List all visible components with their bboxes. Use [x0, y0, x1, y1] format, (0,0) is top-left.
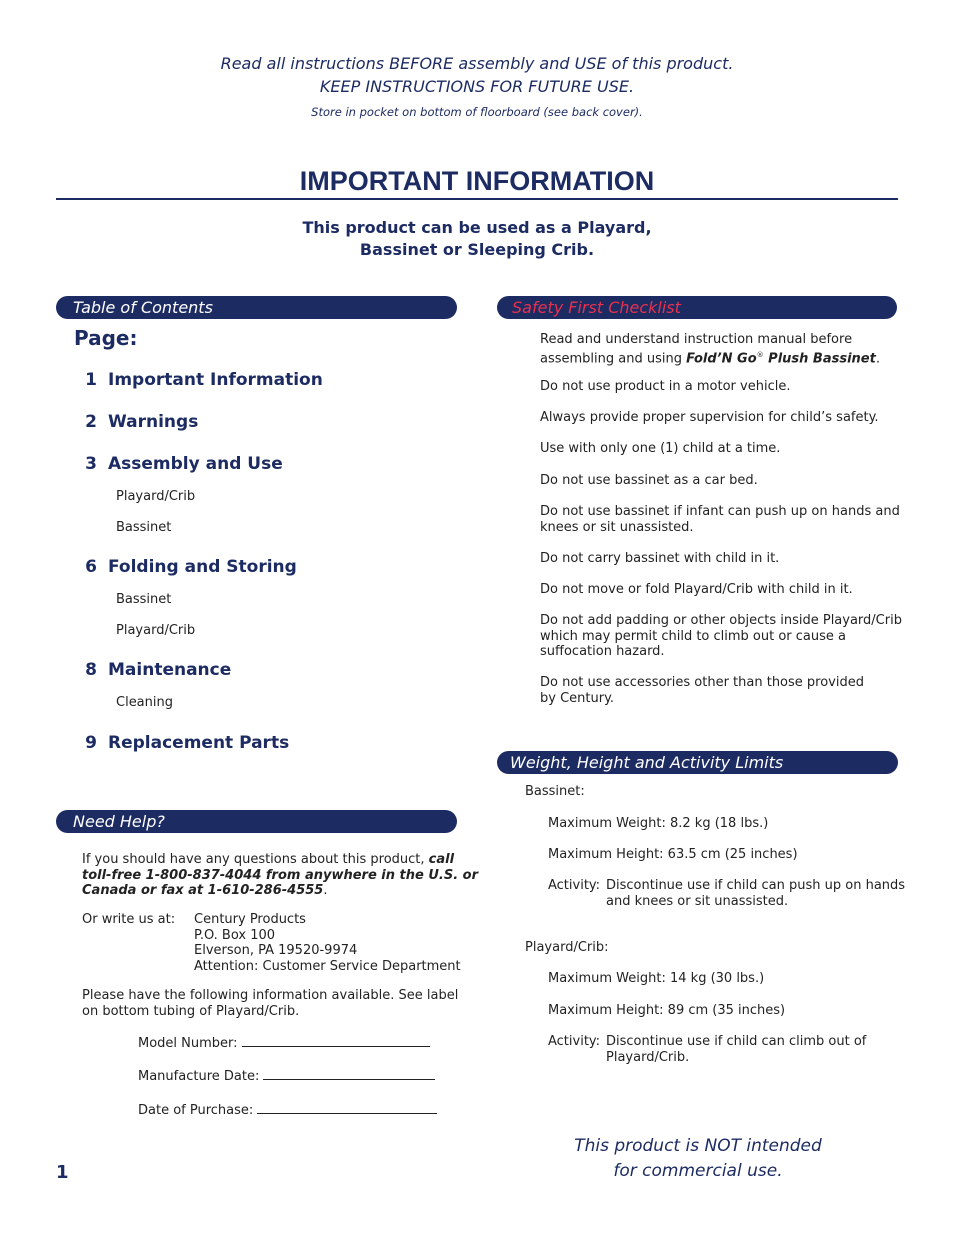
toc-subitem[interactable]: Bassinet [116, 592, 172, 607]
toc-item-label: Assembly and Use [108, 454, 283, 474]
safety-item-line: Do not use accessories other than those provided [540, 675, 864, 690]
bassinet-activity-text [606, 878, 905, 909]
safety-heading-bar [497, 296, 897, 319]
safety-item-line: knees or sit unassisted. [540, 519, 694, 535]
registered-mark: ® [756, 350, 764, 359]
page-title: IMPORTANT INFORMATION [299, 166, 655, 196]
purchase-date-label: Date of Purchase: [138, 1103, 254, 1118]
closing-note [498, 1134, 898, 1184]
toc-item-number: 9 [85, 733, 97, 753]
help-address [194, 912, 461, 974]
playard-max-weight: Maximum Weight: 14 kg (30 lbs.) [548, 971, 765, 986]
safety-item-line: suffocation hazard. [540, 644, 665, 659]
toc-item-label: Important Information [108, 370, 323, 390]
product-name: Fold’N Go [686, 350, 757, 366]
page-number: 1 [56, 1162, 69, 1183]
activity-line: and knees or sit unassisted. [606, 893, 789, 909]
activity-line: Playard/Crib. [606, 1049, 690, 1065]
bassinet-max-height: Maximum Height: 63.5 cm (25 inches) [548, 847, 798, 862]
playard-activity-text [606, 1034, 866, 1065]
safety-item-line: Do not use bassinet if infant can push up on hands and [540, 504, 900, 519]
closing-line2: for commercial use. [613, 1161, 783, 1181]
safety-item [540, 504, 900, 535]
purchase-date-field[interactable] [138, 1102, 437, 1119]
manufacture-date-field[interactable] [138, 1068, 435, 1085]
safety-item: Do not move or fold Playard/Crib with child in it. [540, 582, 853, 597]
help-info-paragraph [82, 988, 458, 1019]
header-note-line1: Read all instructions BEFORE assembly and USE of this product. [220, 54, 734, 73]
help-call-text: call [428, 852, 455, 867]
toc-subitem[interactable]: Cleaning [116, 695, 173, 710]
limits-heading-bar [497, 751, 898, 774]
help-heading: Need Help? [73, 812, 165, 831]
toc-item-number: 1 [85, 370, 97, 390]
help-fax-line: Canada or fax at 1-610-286-4555 [82, 883, 324, 898]
activity-line: Discontinue use if child can climb out of [606, 1034, 867, 1049]
safety-item: Use with only one (1) child at a time. [540, 441, 781, 456]
safety-item [540, 332, 880, 366]
activity-line: Discontinue use if child can push up on hands [606, 878, 906, 893]
address-line: Century Products [194, 912, 306, 927]
subtitle-line2: Bassinet or Sleeping Crib. [359, 240, 595, 259]
toc-page-label: Page: [74, 326, 138, 350]
safety-item-line: assembling and using [540, 350, 687, 366]
toc-subitem[interactable]: Bassinet [116, 520, 172, 535]
model-number-label: Model Number: [138, 1036, 238, 1051]
address-line: Elverson, PA 19520-9974 [194, 943, 358, 958]
subtitle-line1: This product can be used as a Playard, [302, 218, 652, 237]
address-line: P.O. Box 100 [194, 927, 276, 943]
safety-item: Do not use product in a motor vehicle. [540, 379, 791, 394]
help-intro-text: If you should have any questions about this product, [82, 852, 429, 867]
model-number-field[interactable] [138, 1035, 430, 1052]
playard-activity-label: Activity: [548, 1034, 601, 1049]
bassinet-label: Bassinet: [525, 784, 585, 799]
purchase-date-line[interactable] [257, 1102, 437, 1114]
product-name-rest: Plush Bassinet [763, 350, 876, 366]
toc-item-number: 8 [85, 660, 97, 680]
toc-heading: Table of Contents [73, 298, 213, 317]
toc-item-label: Replacement Parts [108, 733, 290, 753]
help-phone-line: toll-free 1-800-837-4044 from anywhere in the U.S. or [82, 867, 479, 883]
safety-item-line: Read and understand instruction manual before [540, 332, 853, 347]
toc-item-label: Maintenance [108, 660, 232, 680]
model-number-line[interactable] [242, 1035, 430, 1047]
help-write-label: Or write us at: [82, 912, 176, 927]
toc-item-number: 2 [85, 412, 97, 432]
toc-heading-bar [56, 296, 457, 319]
bassinet-activity-label: Activity: [548, 878, 601, 893]
playard-max-height: Maximum Height: 89 cm (35 inches) [548, 1003, 786, 1018]
safety-item [540, 675, 864, 706]
toc-subitem[interactable]: Playard/Crib [116, 623, 196, 638]
safety-item-period: . [875, 350, 880, 366]
safety-item-line: which may permit child to climb out or cause a [540, 628, 847, 644]
toc-item-label: Folding and Storing [108, 557, 297, 577]
toc-subitem[interactable]: Playard/Crib [116, 489, 196, 504]
limits-heading: Weight, Height and Activity Limits [510, 753, 784, 772]
help-period: . [323, 883, 328, 898]
toc-item-number: 3 [85, 454, 97, 474]
safety-item-line: by Century. [540, 690, 615, 706]
title-rule [56, 198, 898, 200]
address-line: Attention: Customer Service Department [194, 958, 461, 974]
help-heading-bar [56, 810, 457, 833]
toc-item-number: 6 [85, 557, 97, 577]
toc-item-label: Warnings [108, 412, 199, 432]
header-note-line3: Store in pocket on bottom of floorboard (see back cover). [311, 105, 643, 119]
safety-item-line: Do not add padding or other objects inside Playard/Crib [540, 613, 902, 628]
safety-heading: Safety First Checklist [512, 298, 681, 317]
help-info-line2: on bottom tubing of Playard/Crib. [82, 1003, 300, 1019]
help-info-line1: Please have the following information available. See label [82, 988, 459, 1003]
safety-item: Always provide proper supervision for child’s safety. [540, 410, 879, 425]
manufacture-date-line[interactable] [263, 1068, 435, 1080]
safety-item: Do not carry bassinet with child in it. [540, 551, 780, 566]
header-note-line2: KEEP INSTRUCTIONS FOR FUTURE USE. [319, 77, 635, 96]
safety-item [540, 613, 902, 660]
safety-item: Do not use bassinet as a car bed. [540, 473, 758, 488]
closing-line1: This product is NOT intended [574, 1136, 822, 1156]
manufacture-date-label: Manufacture Date: [138, 1069, 260, 1084]
help-contact-paragraph [82, 852, 479, 899]
bassinet-max-weight: Maximum Weight: 8.2 kg (18 lbs.) [548, 816, 769, 831]
playard-label: Playard/Crib: [525, 940, 609, 955]
